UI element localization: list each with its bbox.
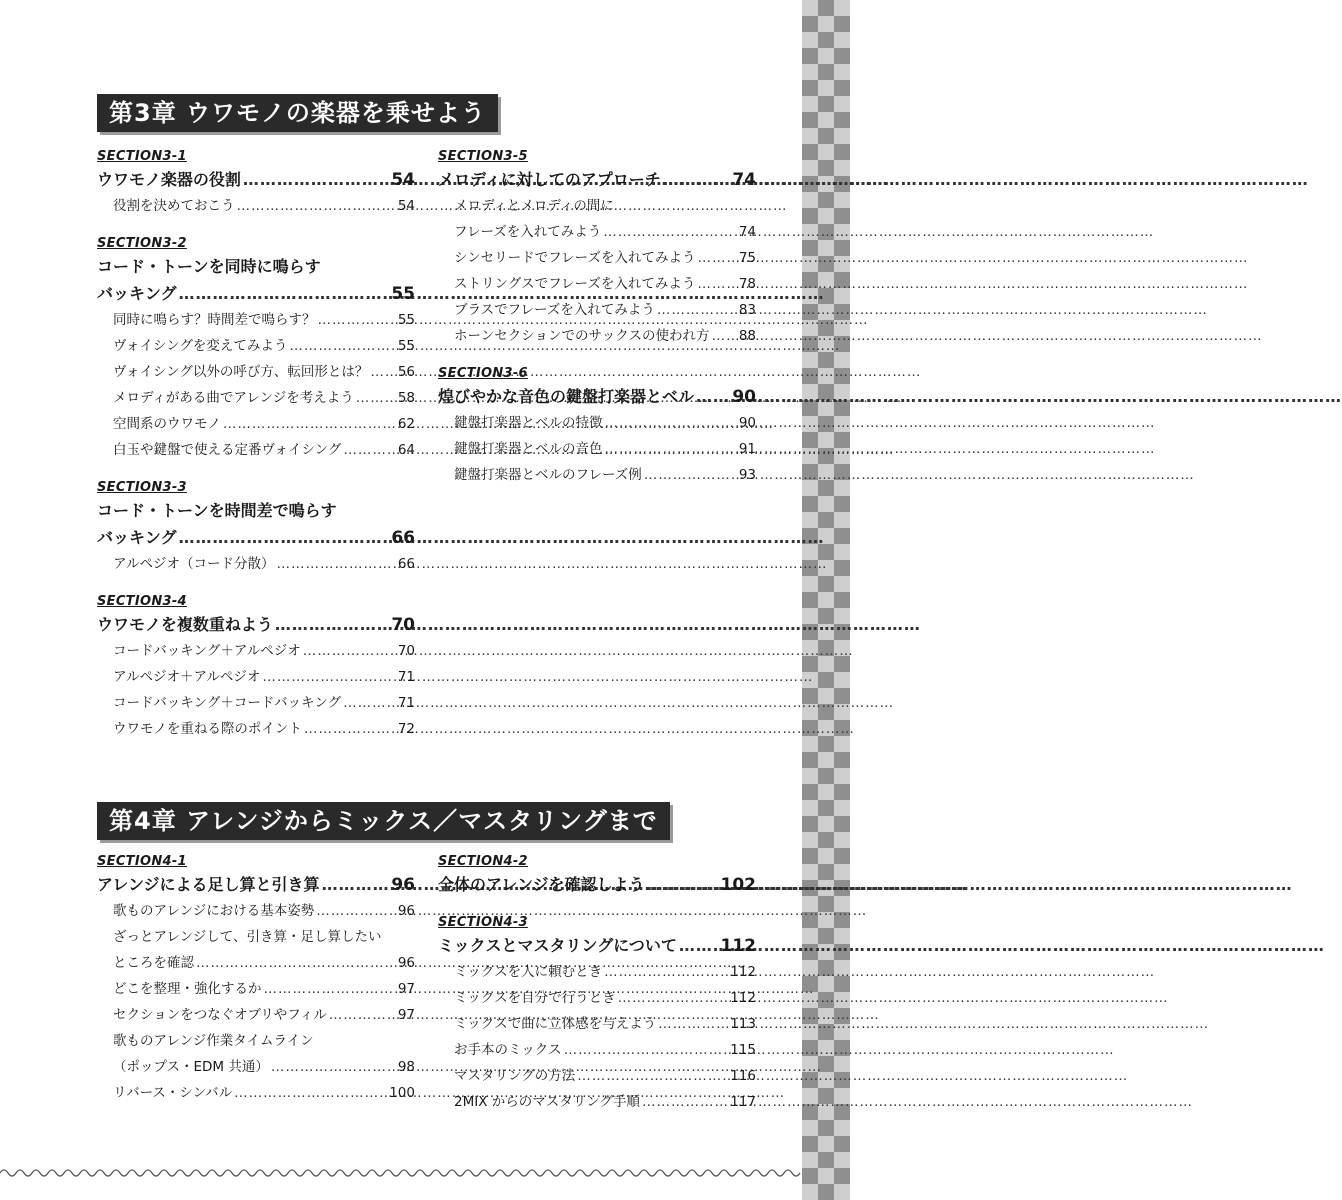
toc-section-entry[interactable] bbox=[97, 280, 415, 307]
dot-leader bbox=[577, 1063, 728, 1089]
toc-subentry[interactable] bbox=[97, 333, 415, 359]
toc-subentry[interactable] bbox=[438, 436, 756, 462]
dot-leader bbox=[370, 359, 391, 385]
entry-title: どこを整理・強化するか bbox=[113, 981, 262, 997]
page-number: 96 bbox=[397, 955, 415, 971]
dot-leader bbox=[603, 219, 732, 245]
entry-title: バッキング bbox=[97, 284, 177, 303]
toc-subentry[interactable] bbox=[97, 1002, 415, 1028]
toc-subentry[interactable] bbox=[438, 1063, 756, 1089]
dot-leader bbox=[605, 436, 733, 462]
dot-leader bbox=[644, 462, 732, 488]
toc-subentry[interactable] bbox=[97, 664, 415, 690]
section-label: SECTION3-1 bbox=[97, 149, 187, 164]
entry-title: 白玉や鍵盤で使える定番ヴォイシング bbox=[113, 442, 342, 458]
page-number: 55 bbox=[397, 338, 415, 354]
page-number: 54 bbox=[397, 198, 415, 214]
toc-subentry[interactable] bbox=[97, 924, 415, 950]
dot-leader bbox=[316, 898, 391, 924]
dot-leader bbox=[223, 411, 391, 437]
entry-title: （ポップス・EDM 共通） bbox=[113, 1059, 269, 1075]
page-number: 74 bbox=[732, 170, 756, 190]
dot-leader bbox=[343, 690, 391, 716]
page-number: 56 bbox=[397, 364, 415, 380]
chapter3-left-column bbox=[97, 148, 415, 742]
dot-leader bbox=[712, 323, 732, 349]
entry-title: バッキング bbox=[97, 528, 177, 547]
toc-subentry[interactable] bbox=[97, 976, 415, 1002]
page-number: 100 bbox=[389, 1085, 415, 1101]
entry-title: 2MIX からのマスタリング手順 bbox=[454, 1094, 640, 1110]
toc-subentry[interactable] bbox=[438, 193, 756, 219]
section-label: SECTION4-3 bbox=[438, 915, 528, 930]
page-number: 97 bbox=[397, 981, 415, 997]
toc-subentry[interactable] bbox=[97, 193, 415, 219]
section-label: SECTION3-5 bbox=[438, 149, 528, 164]
entry-title: メロディに対してのアプローチ bbox=[438, 170, 661, 189]
page-number: 116 bbox=[730, 1068, 756, 1084]
entry-title: シンセリードでフレーズを入れてみよう bbox=[454, 250, 696, 266]
entry-title: 歌ものアレンジ作業タイムライン bbox=[113, 1033, 314, 1049]
dot-leader bbox=[605, 410, 733, 436]
dot-leader bbox=[642, 1089, 728, 1115]
dot-leader bbox=[271, 1054, 391, 1080]
entry-title: 同時に鳴らす？時間差で鳴らす？ bbox=[113, 312, 316, 328]
entry-title: 役割を決めておこう bbox=[113, 198, 235, 214]
page-number: 98 bbox=[397, 1059, 415, 1075]
section-label: SECTION3-2 bbox=[97, 236, 187, 251]
toc-subentry[interactable] bbox=[97, 716, 415, 742]
page-number: 112 bbox=[730, 990, 756, 1006]
dot-leader bbox=[264, 976, 392, 1002]
dot-leader bbox=[356, 385, 391, 411]
dot-leader bbox=[275, 611, 389, 638]
entry-title: ウワモノを重ねる際のポイント bbox=[113, 721, 302, 737]
dot-leader bbox=[237, 193, 392, 219]
dot-leader bbox=[343, 437, 391, 463]
section-label: SECTION3-6 bbox=[438, 366, 528, 381]
toc-subentry[interactable] bbox=[97, 359, 415, 385]
page-number: 55 bbox=[391, 284, 415, 304]
page-number: 66 bbox=[397, 556, 415, 572]
page-number: 54 bbox=[391, 170, 415, 190]
dot-leader bbox=[304, 716, 391, 742]
toc-subentry[interactable] bbox=[97, 1080, 415, 1106]
entry-title: 鍵盤打楽器とベルの特徴 bbox=[454, 415, 603, 431]
toc-subentry[interactable] bbox=[97, 437, 415, 463]
chapter4-right-column bbox=[438, 853, 756, 1115]
dot-leader bbox=[329, 1002, 391, 1028]
entry-title: リバース・シンバル bbox=[113, 1085, 233, 1101]
toc-subentry[interactable] bbox=[97, 898, 415, 924]
toc-subentry[interactable] bbox=[97, 690, 415, 716]
entry-title: フレーズを入れてみよう bbox=[454, 224, 602, 240]
toc-section-entry[interactable] bbox=[97, 166, 415, 193]
page-number: 71 bbox=[397, 669, 415, 685]
page-number: 74 bbox=[738, 224, 756, 240]
page-number: 112 bbox=[730, 964, 756, 980]
page-number: 70 bbox=[397, 643, 415, 659]
dot-leader bbox=[657, 297, 732, 323]
entry-title: コード・トーンを時間差で鳴らす bbox=[97, 501, 337, 520]
entry-title: 空間系のウワモノ bbox=[113, 416, 221, 432]
page-number: 72 bbox=[397, 721, 415, 737]
entry-title: ざっとアレンジして、引き算・足し算したい bbox=[113, 929, 382, 945]
entry-title: ブラスでフレーズを入れてみよう bbox=[454, 302, 655, 318]
toc-section-entry[interactable] bbox=[438, 383, 756, 410]
toc-section-entry[interactable] bbox=[97, 611, 415, 638]
page-number: 117 bbox=[730, 1094, 756, 1110]
page-number: 113 bbox=[730, 1016, 756, 1032]
entry-title: アレンジによる足し算と引き算 bbox=[97, 875, 320, 894]
toc-section-entry[interactable] bbox=[97, 497, 415, 524]
toc-subentry[interactable] bbox=[438, 323, 756, 349]
toc-section-entry[interactable] bbox=[97, 253, 415, 280]
page-number: 90 bbox=[732, 387, 756, 407]
dot-leader bbox=[179, 524, 390, 551]
toc-subentry[interactable] bbox=[97, 307, 415, 333]
dot-leader bbox=[179, 280, 390, 307]
page-number: 93 bbox=[738, 467, 756, 483]
chapter3-heading: 第3章 ウワモノの楽器を乗せよう bbox=[97, 94, 498, 132]
entry-title: コードバッキング＋アルペジオ bbox=[113, 643, 301, 659]
page-number: 96 bbox=[397, 903, 415, 919]
page-number: 64 bbox=[397, 442, 415, 458]
toc-subentry[interactable] bbox=[438, 462, 756, 488]
toc-subentry[interactable] bbox=[97, 411, 415, 437]
entry-title: メロディがある曲でアレンジを考えよう bbox=[113, 390, 354, 406]
chapter4-left-column bbox=[97, 853, 415, 1106]
entry-title: コードバッキング＋コードバッキング bbox=[113, 695, 342, 711]
page-number: 71 bbox=[397, 695, 415, 711]
entry-title: ミックスを人に頼むとき bbox=[454, 964, 603, 980]
entry-title: セクションをつなぐオブリやフィル bbox=[113, 1007, 327, 1023]
page-number: 112 bbox=[720, 936, 756, 956]
entry-title: 鍵盤打楽器とベルのフレーズ例 bbox=[454, 467, 642, 483]
dot-leader bbox=[322, 871, 390, 898]
toc-section-entry[interactable] bbox=[97, 524, 415, 551]
dot-leader bbox=[647, 871, 719, 898]
entry-title: お手本のミックス bbox=[454, 1042, 562, 1058]
chapter4-heading: 第4章 アレンジからミックス／マスタリングまで bbox=[97, 802, 670, 840]
dot-leader bbox=[262, 664, 391, 690]
entry-title: 歌ものアレンジにおける基本姿勢 bbox=[113, 903, 315, 919]
page-number: 70 bbox=[391, 615, 415, 635]
dot-leader bbox=[303, 638, 391, 664]
toc-subentry[interactable] bbox=[438, 219, 756, 245]
dot-leader bbox=[276, 551, 391, 577]
wavy-bottom-rule bbox=[0, 1166, 800, 1180]
toc-subentry[interactable] bbox=[438, 1089, 756, 1115]
toc-subentry[interactable] bbox=[97, 950, 415, 976]
toc-subentry[interactable] bbox=[438, 1011, 756, 1037]
dot-leader bbox=[196, 950, 391, 976]
dot-leader bbox=[658, 1011, 728, 1037]
entry-title: コード・トーンを同時に鳴らす bbox=[97, 257, 321, 276]
entry-title: メロディとメロディの間に bbox=[454, 198, 614, 214]
page-number: 97 bbox=[397, 1007, 415, 1023]
dot-leader bbox=[289, 333, 391, 359]
chapter3-right-column bbox=[438, 148, 756, 488]
section-label: SECTION3-3 bbox=[97, 480, 187, 495]
toc-subentry[interactable] bbox=[438, 271, 756, 297]
entry-title: 鍵盤打楽器とベルの音色 bbox=[454, 441, 603, 457]
section-label: SECTION3-4 bbox=[97, 594, 187, 609]
dot-leader bbox=[697, 271, 732, 297]
entry-title: ウワモノを複数重ねよう bbox=[97, 615, 273, 634]
page-number: 102 bbox=[720, 875, 756, 895]
entry-title: アルペジオ＋アルペジオ bbox=[113, 669, 261, 685]
dot-leader bbox=[243, 166, 389, 193]
dot-leader bbox=[696, 383, 730, 410]
page-number: 83 bbox=[738, 302, 756, 318]
entry-title: ところを確認 bbox=[113, 955, 194, 971]
entry-title: ミックスで曲に立体感を与えよう bbox=[454, 1016, 657, 1032]
page-number: 66 bbox=[391, 528, 415, 548]
entry-title: ストリングスでフレーズを入れてみよう bbox=[454, 276, 696, 292]
entry-title: ウワモノ楽器の役割 bbox=[97, 170, 241, 189]
dot-leader bbox=[234, 1080, 387, 1106]
page-number: 75 bbox=[738, 250, 756, 266]
page-number: 55 bbox=[397, 312, 415, 328]
toc-subentry[interactable] bbox=[97, 638, 415, 664]
entry-title: 煌びやかな音色の鍵盤打楽器とベル bbox=[438, 387, 695, 406]
toc-subentry[interactable] bbox=[438, 245, 756, 271]
toc-section-entry[interactable] bbox=[438, 871, 756, 898]
toc-subentry[interactable] bbox=[438, 1037, 756, 1063]
entry-title: 全体のアレンジを確認しよう bbox=[438, 875, 645, 894]
section-label: SECTION4-2 bbox=[438, 854, 528, 869]
toc-subentry[interactable] bbox=[97, 551, 415, 577]
page-number: 58 bbox=[397, 390, 415, 406]
toc-subentry[interactable] bbox=[97, 385, 415, 411]
page-number: 91 bbox=[738, 441, 756, 457]
page-number: 96 bbox=[391, 875, 415, 895]
entry-title: ミックスを自分で行うとき bbox=[454, 990, 616, 1006]
dot-leader bbox=[318, 307, 392, 333]
section-label: SECTION4-1 bbox=[97, 854, 187, 869]
toc-section-entry[interactable] bbox=[438, 166, 756, 193]
dot-leader bbox=[697, 245, 732, 271]
dot-leader bbox=[618, 985, 729, 1011]
dot-leader bbox=[604, 959, 728, 985]
dot-leader bbox=[679, 932, 719, 959]
page-number: 90 bbox=[738, 415, 756, 431]
entry-title: ミックスとマスタリングについて bbox=[438, 936, 677, 955]
toc-subentry[interactable] bbox=[438, 959, 756, 985]
entry-title: アルペジオ（コード分散） bbox=[113, 556, 275, 572]
toc-section-entry[interactable] bbox=[97, 871, 415, 898]
toc-subentry[interactable] bbox=[438, 410, 756, 436]
page-number: 88 bbox=[738, 328, 756, 344]
entry-title: ヴォイシング以外の呼び方、転回形とは？ bbox=[113, 364, 369, 380]
page-number: 115 bbox=[730, 1042, 756, 1058]
entry-title: ホーンセクションでのサックスの使われ方 bbox=[454, 328, 710, 344]
toc-subentry[interactable] bbox=[97, 1028, 415, 1054]
toc-section-entry[interactable] bbox=[438, 932, 756, 959]
page-number: 62 bbox=[397, 416, 415, 432]
toc-subentry[interactable] bbox=[97, 1054, 415, 1080]
page-number: 78 bbox=[738, 276, 756, 292]
toc-subentry[interactable] bbox=[438, 985, 756, 1011]
dot-leader bbox=[564, 1037, 729, 1063]
dot-leader bbox=[663, 166, 731, 193]
entry-title: ヴォイシングを変えてみよう bbox=[113, 338, 288, 354]
entry-title: マスタリングの方法 bbox=[454, 1068, 576, 1084]
toc-subentry[interactable] bbox=[438, 297, 756, 323]
